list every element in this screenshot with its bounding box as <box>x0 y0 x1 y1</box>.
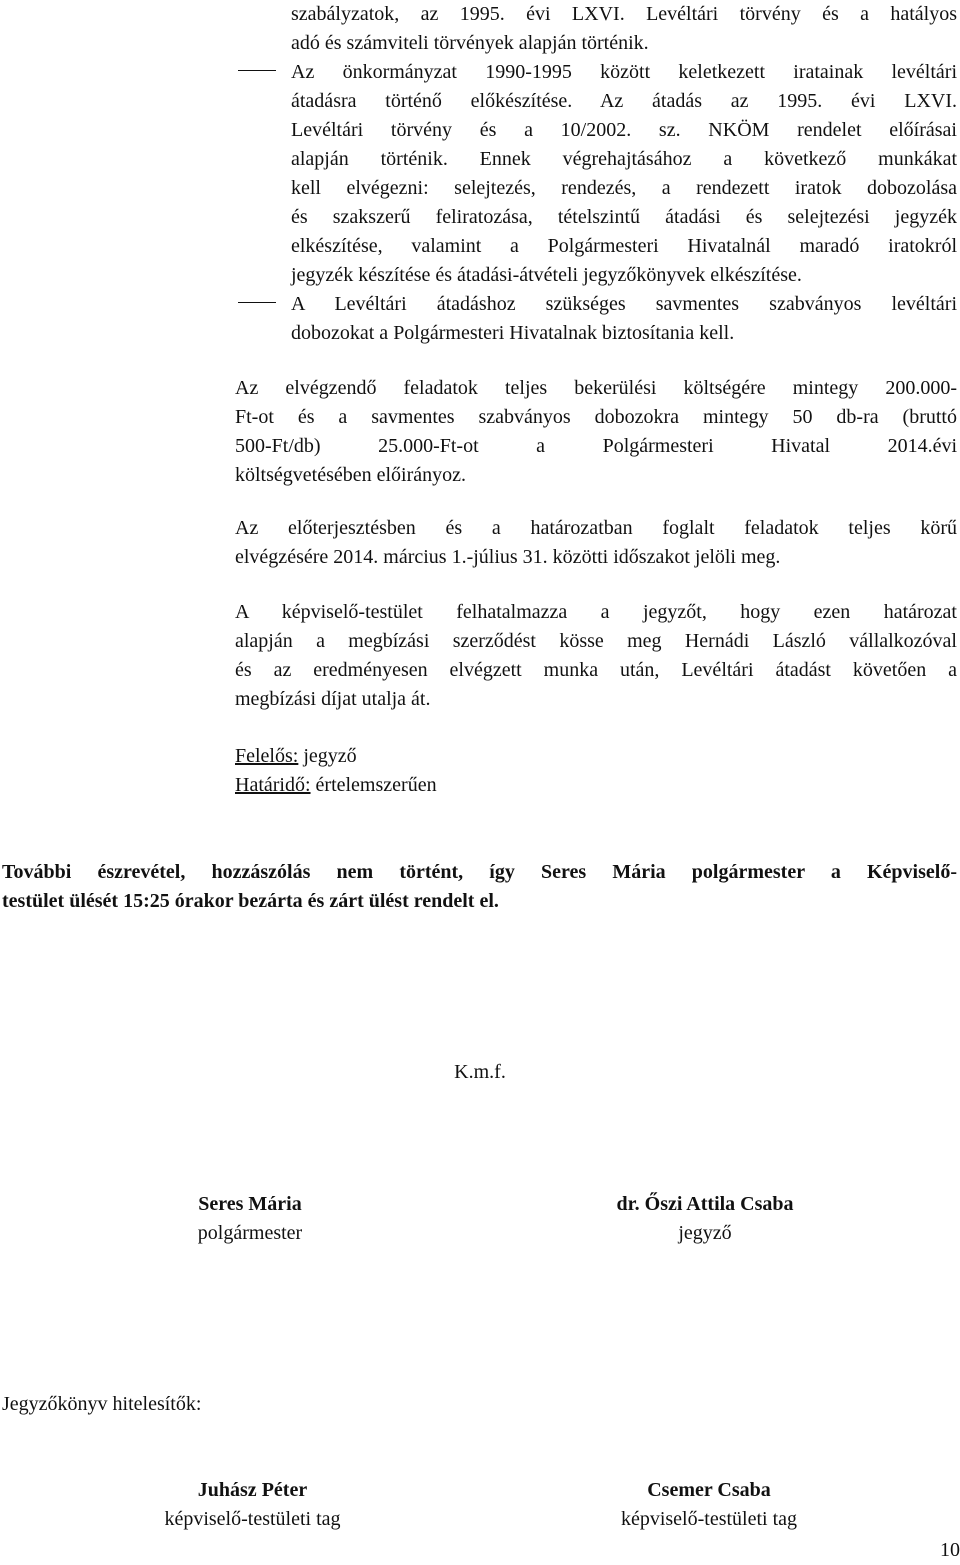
paragraph-authorize <box>235 598 957 714</box>
responsible-value: jegyző <box>298 745 357 767</box>
signature-name: dr. Őszi Attila Csaba <box>616 1193 794 1215</box>
authenticator-role: képviselő-testületi tag <box>164 1508 341 1530</box>
cost-line-3: 500-Ft/db) 25.000-Ft-ot a Polgármesteri Hivatal 2014.évi <box>235 435 957 457</box>
authorize-line-4: megbízási díjat utalja át. <box>235 688 431 710</box>
bullet-2-line-5: kell elvégezni: selejtezés, rendezés, a rendezett iratok dobozolása <box>291 177 957 199</box>
bullet-2-line-6: és szakszerű feliratozása, tételszintű átadási és selejtezési jegyzék <box>291 206 957 228</box>
closing-line-2: testület ülését 15:25 órakor bezárta és zárt ülést rendelt el. <box>2 890 499 912</box>
deadline-line-2: elvégzésére 2014. március 1.-július 31. közötti időszakot jelöli meg. <box>235 546 781 568</box>
kmf-label: K.m.f. <box>454 1061 506 1083</box>
signature-notary <box>565 1190 845 1248</box>
responsibility-block <box>235 742 835 800</box>
bullet-3-line-2: dobozokat a Polgármesteri Hivatalnak biztosítania kell. <box>291 322 735 344</box>
authenticator-role: képviselő-testületi tag <box>620 1508 798 1530</box>
authenticator-name: Juhász Péter <box>197 1479 308 1501</box>
authorize-line-1: A képviselő-testület felhatalmazza a jegyzőt, hogy ezen határozat <box>235 601 957 623</box>
closing-line-1: További észrevétel, hozzászólás nem történt, így Seres Mária polgármester a Képviselő- <box>2 861 957 883</box>
bullet-1-line-1: szabályzatok, az 1995. évi LXVI. Levéltári törvény és a hatályos <box>291 3 957 25</box>
bullet-dash-icon <box>238 70 276 71</box>
paragraph-cost <box>235 374 957 490</box>
deadline-value: értelemszerűen <box>310 774 437 796</box>
closing-statement <box>2 858 957 916</box>
cost-line-1: Az elvégzendő feladatok teljes bekerülési költségére mintegy 200.000- <box>235 377 957 399</box>
bullet-item-2 <box>291 58 957 290</box>
bullet-1-line-2: adó és számviteli törvények alapján történik. <box>291 32 649 54</box>
deadline-line <box>235 771 835 800</box>
signature-mayor <box>135 1190 365 1248</box>
bullet-2-line-3: Levéltári törvény és a 10/2002. sz. NKÖM rendelet előírásai <box>291 119 957 141</box>
bullet-2-line-7: elkészítése, valamint a Polgármesteri Hivatalnál maradó iratokról <box>291 235 957 257</box>
authenticators-label: Jegyzőkönyv hitelesítők: <box>2 1393 202 1415</box>
bullet-3-line-1: A Levéltári átadáshoz szükséges savmentes szabványos levéltári <box>291 293 957 315</box>
signature-name: Seres Mária <box>198 1193 302 1215</box>
signature-role: jegyző <box>678 1222 732 1244</box>
responsible-line <box>235 742 835 771</box>
bullet-2-line-1: Az önkormányzat 1990-1995 között keletkezett iratainak levéltári <box>291 61 957 83</box>
authenticator-2 <box>578 1476 840 1534</box>
responsible-label: Felelős: <box>235 745 299 767</box>
bullet-2-line-2: átadásra történő előkészítése. Az átadás az 1995. évi LXVI. <box>291 90 957 112</box>
authenticator-1 <box>120 1476 385 1534</box>
authorize-line-2: alapján a megbízási szerződést kösse meg Hernádi László vállalkozóval <box>235 630 957 652</box>
deadline-line-1: Az előterjesztésben és a határozatban foglalt feladatok teljes körű <box>235 517 957 539</box>
signature-role: polgármester <box>197 1222 303 1244</box>
bullet-item-3 <box>291 290 957 348</box>
page-number: 10 <box>940 1539 960 1561</box>
deadline-label: Határidő: <box>235 774 311 796</box>
paragraph-deadline <box>235 514 957 572</box>
bullet-list <box>291 0 957 58</box>
cost-line-2: Ft-ot és a savmentes szabványos dobozokra mintegy 50 db-ra (bruttó <box>235 406 957 428</box>
authorize-line-3: és az eredményesen elvégzett munka után, Levéltári átadást követően a <box>235 659 957 681</box>
bullet-2-line-4: alapján történik. Ennek végrehajtásához a következő munkákat <box>291 148 957 170</box>
bullet-dash-icon <box>238 302 276 303</box>
bullet-2-line-8: jegyzék készítése és átadási-átvételi jegyzőkönyvek elkészítése. <box>291 264 802 286</box>
cost-line-4: költségvetésében előirányoz. <box>235 464 467 486</box>
authenticator-name: Csemer Csaba <box>647 1479 771 1501</box>
